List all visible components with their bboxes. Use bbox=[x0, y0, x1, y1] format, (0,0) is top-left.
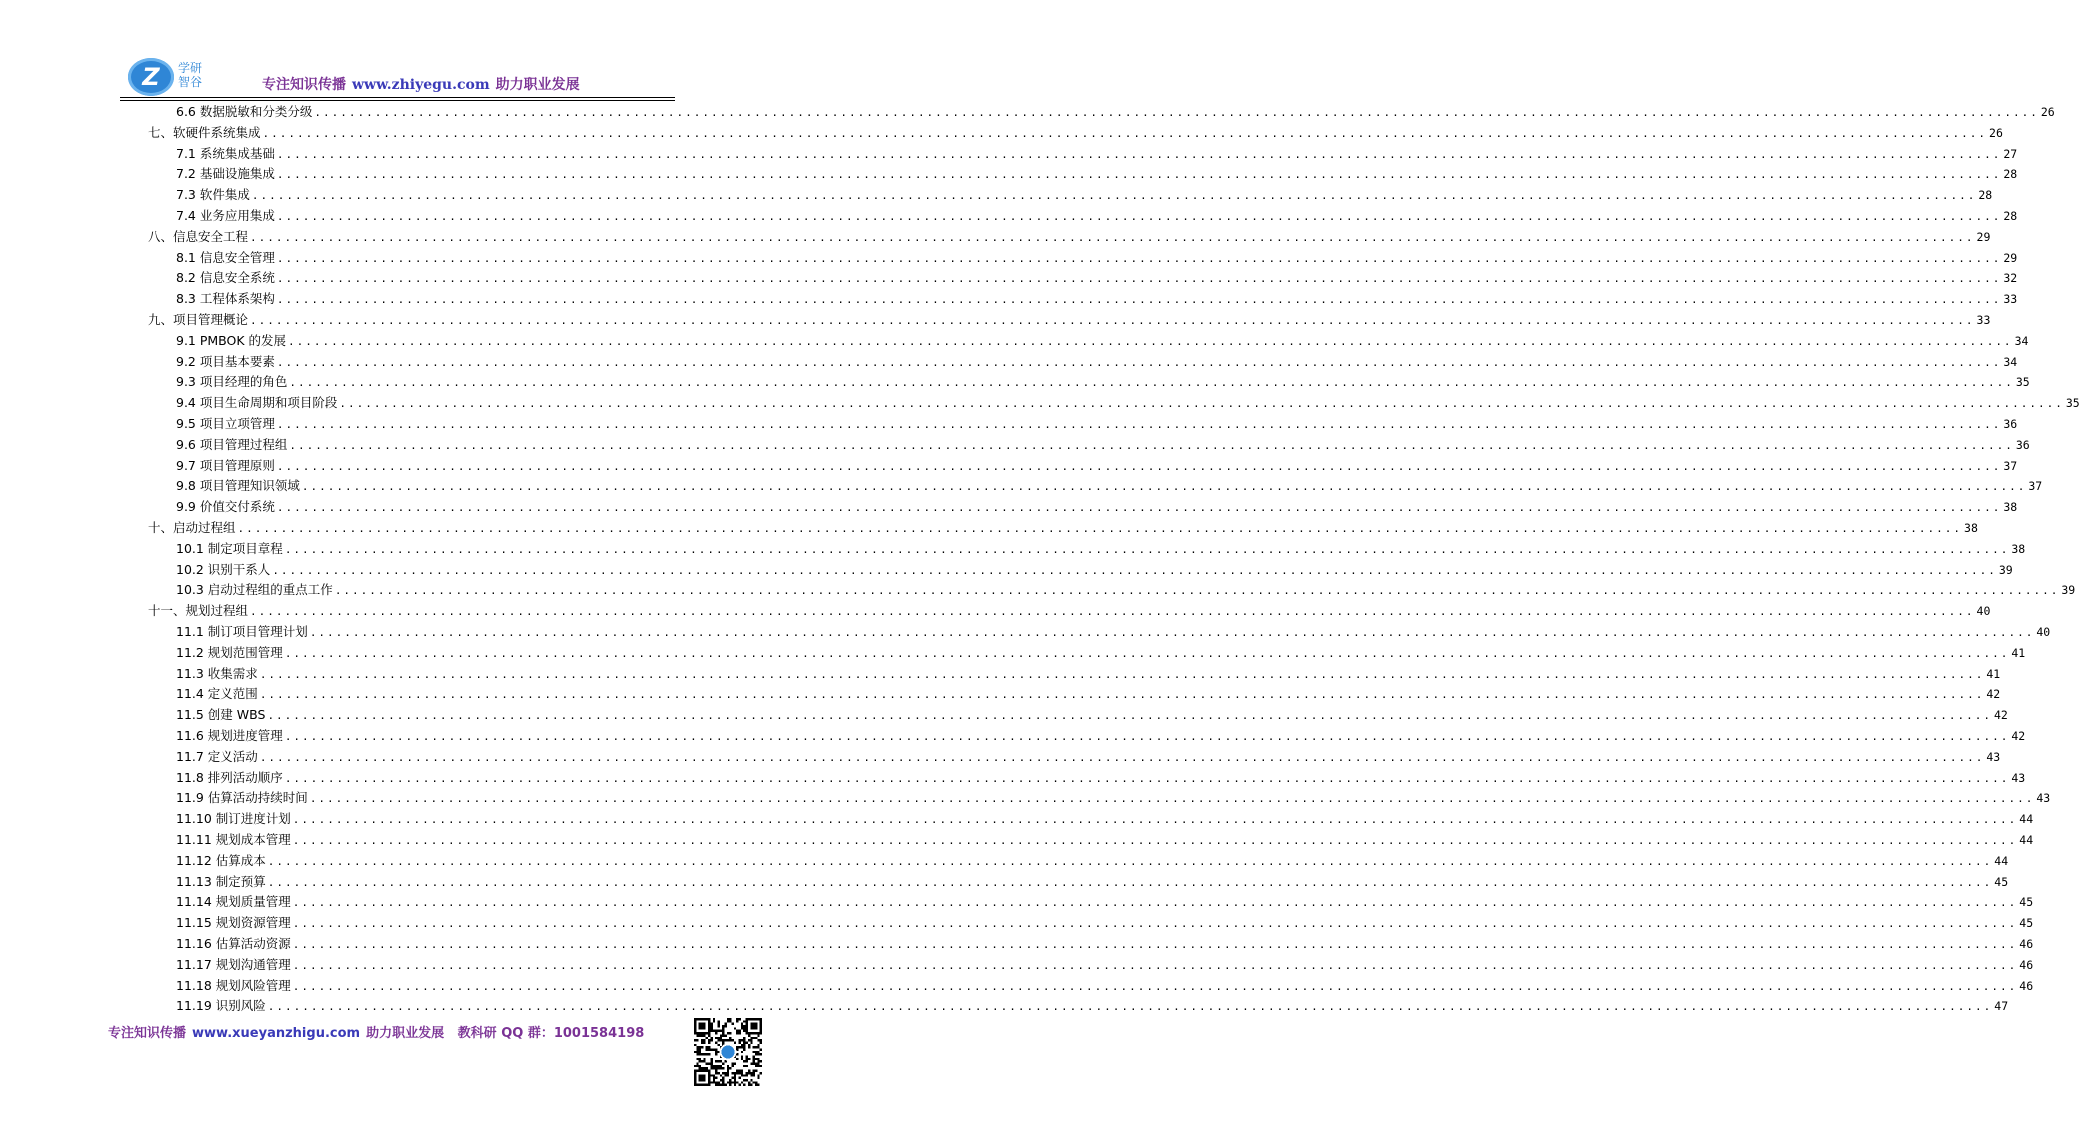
toc-leader-dots: ........................................................................................................................................................................................................ bbox=[259, 667, 1985, 681]
toc-entry[interactable] bbox=[176, 497, 2018, 517]
footer-slogan bbox=[108, 1022, 644, 1041]
toc-entry[interactable] bbox=[148, 601, 1991, 621]
toc-leader-dots: ........................................................................................................................................................................................................ bbox=[284, 730, 2010, 743]
toc-entry-title: 9.3 项目经理的角色 bbox=[176, 374, 288, 390]
toc-leader-dots: ........................................................................................................................................................................................................ bbox=[284, 771, 2010, 785]
footer-url[interactable]: www.xueyanzhigu.com bbox=[192, 1026, 361, 1041]
toc-leader-dots: ........................................................................................................................................................................................................ bbox=[276, 272, 2002, 286]
qr-code-icon bbox=[694, 1018, 762, 1086]
toc-entry-title: 9.6 项目管理过程组 bbox=[176, 436, 288, 452]
toc-entry[interactable] bbox=[176, 560, 2013, 580]
toc-entry-title: 11.13 制定预算 bbox=[176, 873, 266, 889]
toc-entry-title: 11.2 规划范围管理 bbox=[176, 644, 283, 660]
toc-entry-page: 34 bbox=[2003, 354, 2018, 369]
toc-entry-title: 11.4 定义范围 bbox=[176, 686, 258, 702]
toc-entry-page: 27 bbox=[2003, 146, 2018, 161]
toc-entry-page: 40 bbox=[1976, 604, 1991, 619]
toc-leader-dots: ........................................................................................................................................................................................................ bbox=[292, 958, 2018, 972]
toc-leader-dots: ........................................................................................................................................................................................................ bbox=[267, 709, 1992, 723]
toc-entry-title: 9.1 PMBOK 的发展 bbox=[176, 332, 287, 348]
toc-entry[interactable] bbox=[176, 331, 2029, 351]
toc-leader-dots: ........................................................................................................................................................................................................ bbox=[292, 896, 2018, 910]
toc-entry-page: 36 bbox=[2015, 437, 2030, 452]
toc-entry-page: 28 bbox=[1978, 188, 1993, 203]
toc-entry[interactable] bbox=[176, 352, 2018, 372]
toc-entry-page: 42 bbox=[1993, 708, 2008, 723]
toc-entry-page: 36 bbox=[2003, 417, 2018, 431]
toc-entry[interactable] bbox=[176, 872, 2009, 892]
footer-qq-group: 教科研 QQ 群：1001584198 bbox=[457, 1026, 645, 1041]
toc-entry-title: 11.18 规划风险管理 bbox=[176, 977, 291, 993]
toc-entry-page: 38 bbox=[2003, 500, 2018, 515]
toc-entry-title: 7.4 业务应用集成 bbox=[176, 208, 275, 223]
toc-entry[interactable] bbox=[176, 393, 2080, 413]
toc-entry-title: 9.2 项目基本要素 bbox=[176, 353, 275, 369]
toc-entry-page: 46 bbox=[2019, 978, 2034, 993]
toc-leader-dots: ........................................................................................................................................................................................................ bbox=[276, 168, 2002, 182]
toc-entry[interactable] bbox=[176, 892, 2034, 912]
toc-entry-page: 45 bbox=[1994, 874, 2009, 889]
toc-entry-title: 11.5 创建 WBS bbox=[176, 707, 266, 723]
toc-entry[interactable] bbox=[176, 747, 2001, 767]
toc-entry-title: 10.3 启动过程组的重点工作 bbox=[176, 582, 333, 598]
toc-entry-title: 七、软硬件系统集成 bbox=[148, 124, 261, 140]
toc-entry[interactable] bbox=[176, 934, 2034, 954]
toc-entry-page: 39 bbox=[1998, 562, 2013, 577]
toc-entry[interactable] bbox=[176, 809, 2034, 829]
toc-leader-dots: ........................................................................................................................................................................................................ bbox=[292, 834, 2018, 847]
toc-entry-title: 十、启动过程组 bbox=[148, 520, 236, 535]
footer-slogan-left: 专注知识传播 bbox=[108, 1026, 187, 1041]
toc-entry[interactable] bbox=[176, 913, 2034, 933]
toc-entry-title: 9.7 项目管理原则 bbox=[176, 457, 275, 473]
logo bbox=[128, 58, 220, 100]
page-header bbox=[0, 0, 793, 110]
toc-leader-dots: ........................................................................................................................................................................................................ bbox=[292, 917, 2018, 931]
toc-entry-page: 37 bbox=[2028, 479, 2043, 494]
toc-leader-dots: ........................................................................................................................................................................................................ bbox=[276, 147, 2002, 161]
toc-entry-page: 39 bbox=[2061, 583, 2076, 598]
toc-entry[interactable] bbox=[148, 227, 1991, 247]
toc-leader-dots: ........................................................................................................................................................................................................ bbox=[262, 126, 1988, 140]
toc-leader-dots: ........................................................................................................................................................................................................ bbox=[251, 189, 1977, 203]
toc-leader-dots: ........................................................................................................................................................................................................ bbox=[339, 397, 2064, 411]
toc-leader-dots: ........................................................................................................................................................................................................ bbox=[276, 418, 2002, 431]
header-slogan-left: 专注知识传播 bbox=[262, 77, 346, 93]
toc-entry[interactable] bbox=[176, 414, 2018, 434]
toc-entry-page: 29 bbox=[1976, 229, 1991, 244]
toc-entry[interactable] bbox=[176, 289, 2018, 309]
toc-entry-title: 11.1 制订项目管理计划 bbox=[176, 624, 308, 639]
toc-leader-dots: ........................................................................................................................................................................................................ bbox=[276, 459, 2002, 473]
toc-entry-title: 6.6 数据脱敏和分类分级 bbox=[176, 104, 313, 119]
toc-entry-title: 8.3 工程体系架构 bbox=[176, 291, 275, 307]
toc-entry[interactable] bbox=[176, 185, 1993, 205]
toc-leader-dots: ........................................................................................................................................................................................................ bbox=[267, 1000, 1993, 1014]
toc-entry[interactable] bbox=[176, 435, 2030, 455]
toc-leader-dots: ........................................................................................................................................................................................................ bbox=[276, 355, 2002, 369]
toc-entry[interactable] bbox=[148, 310, 1991, 330]
toc-leader-dots: ........................................................................................................................................................................................................ bbox=[276, 501, 2002, 515]
toc-entry-page: 33 bbox=[2003, 292, 2018, 307]
toc-leader-dots: ........................................................................................................................................................................................................ bbox=[250, 314, 1975, 327]
toc-entry[interactable] bbox=[176, 684, 2001, 704]
toc-entry-title: 八、信息安全工程 bbox=[148, 228, 249, 244]
header-rule-bottom bbox=[120, 100, 675, 101]
toc-entry-page: 35 bbox=[2015, 375, 2030, 390]
toc-entry-title: 8.2 信息安全系统 bbox=[176, 270, 275, 286]
toc-entry[interactable] bbox=[148, 123, 2003, 143]
toc-entry[interactable] bbox=[176, 768, 2026, 788]
toc-leader-dots: ........................................................................................................................................................................................................ bbox=[276, 293, 2002, 307]
toc-entry-page: 43 bbox=[1986, 749, 2001, 764]
toc-entry-title: 10.2 识别干系人 bbox=[176, 561, 271, 577]
toc-entry-title: 11.8 排列活动顺序 bbox=[176, 769, 283, 785]
toc-entry-title: 11.17 规划沟通管理 bbox=[176, 956, 291, 972]
toc-entry-page: 34 bbox=[2014, 333, 2029, 348]
toc-leader-dots: ........................................................................................................................................................................................................ bbox=[301, 480, 2027, 494]
toc-entry-title: 9.8 项目管理知识领域 bbox=[176, 478, 300, 494]
toc-entry-page: 42 bbox=[2011, 729, 2026, 743]
toc-entry[interactable] bbox=[176, 268, 2018, 288]
toc-entry-page: 47 bbox=[1994, 999, 2009, 1014]
toc-entry-page: 41 bbox=[1986, 666, 2001, 681]
logo-text-line1: 学研 bbox=[178, 61, 203, 75]
toc-leader-dots: ........................................................................................................................................................................................................ bbox=[289, 438, 2014, 452]
toc-entry[interactable] bbox=[176, 851, 2009, 871]
toc-entry[interactable] bbox=[176, 664, 2001, 684]
toc-entry-page: 35 bbox=[2065, 396, 2080, 411]
toc-leader-dots: ........................................................................................................................................................................................................ bbox=[334, 584, 2060, 598]
toc-entry[interactable] bbox=[176, 144, 2018, 164]
page-footer bbox=[0, 1010, 793, 1122]
toc-entry-page: 32 bbox=[2003, 271, 2018, 286]
toc-entry[interactable] bbox=[176, 705, 2008, 725]
toc-entry-page: 44 bbox=[1994, 853, 2009, 868]
toc-entry-page: 42 bbox=[1986, 687, 2001, 702]
toc-entry[interactable] bbox=[176, 788, 2051, 808]
toc-entry-page: 45 bbox=[2019, 895, 2034, 910]
toc-entry[interactable] bbox=[176, 539, 2026, 559]
toc-entry-page: 33 bbox=[1976, 313, 1991, 327]
toc-leader-dots: ........................................................................................................................................................................................................ bbox=[288, 334, 2013, 348]
toc-entry-page: 26 bbox=[1989, 125, 2003, 140]
toc-entry-title: 7.1 系统集成基础 bbox=[176, 145, 275, 161]
toc-entry[interactable] bbox=[176, 580, 2076, 600]
toc-entry-page: 45 bbox=[2019, 916, 2034, 931]
toc-entry[interactable] bbox=[176, 976, 2034, 996]
toc-leader-dots: ........................................................................................................................................................................................................ bbox=[259, 750, 1985, 764]
toc-entry-title: 九、项目管理概论 bbox=[148, 312, 249, 327]
toc-entry-page: 43 bbox=[2011, 770, 2026, 785]
toc-entry-title: 11.3 收集需求 bbox=[176, 665, 258, 681]
toc-entry-title: 11.19 识别风险 bbox=[176, 998, 266, 1014]
toc-leader-dots: ........................................................................................................................................................................................................ bbox=[276, 210, 2002, 223]
toc-entry-title: 11.7 定义活动 bbox=[176, 748, 258, 764]
toc-entry[interactable] bbox=[176, 622, 2051, 642]
toc-leader-dots: ........................................................................................................................................................................................................ bbox=[292, 813, 2018, 827]
toc-entry[interactable] bbox=[176, 206, 2018, 226]
toc-entry-title: 11.16 估算活动资源 bbox=[176, 936, 291, 951]
toc-entry-title: 11.6 规划进度管理 bbox=[176, 728, 283, 743]
toc-entry-page: 38 bbox=[2011, 541, 2026, 556]
toc-entry-title: 11.14 规划质量管理 bbox=[176, 894, 291, 910]
toc-entry-page: 29 bbox=[2003, 250, 2018, 265]
toc-leader-dots: ........................................................................................................................................................................................................ bbox=[250, 230, 1975, 244]
toc-entry-page: 46 bbox=[2019, 937, 2034, 951]
toc-leader-dots: ........................................................................................................................................................................................................ bbox=[250, 605, 1975, 619]
toc-leader-dots: ........................................................................................................................................................................................................ bbox=[309, 792, 2035, 806]
toc-leader-dots: ........................................................................................................................................................................................................ bbox=[259, 688, 1985, 702]
toc-entry-title: 11.12 估算成本 bbox=[176, 852, 266, 868]
toc-entry[interactable] bbox=[176, 643, 2026, 663]
header-slogan bbox=[262, 74, 580, 94]
toc-entry-title: 10.1 制定项目章程 bbox=[176, 540, 283, 556]
toc-entry-title: 11.9 估算活动持续时间 bbox=[176, 790, 308, 806]
toc-entry-page: 44 bbox=[2019, 812, 2034, 827]
toc-leader-dots: ........................................................................................................................................................................................................ bbox=[237, 522, 1963, 535]
toc-entry-title: 11.15 规划资源管理 bbox=[176, 915, 291, 931]
header-url[interactable]: www.zhiyegu.com bbox=[352, 77, 490, 93]
toc-entry-title: 9.9 价值交付系统 bbox=[176, 499, 275, 515]
toc-leader-dots: ........................................................................................................................................................................................................ bbox=[272, 563, 1997, 577]
toc-entry[interactable] bbox=[176, 164, 2018, 184]
toc-entry-page: 37 bbox=[2003, 458, 2018, 473]
toc-entry[interactable] bbox=[176, 248, 2018, 268]
toc-entry-page: 28 bbox=[2003, 167, 2018, 182]
toc-entry[interactable] bbox=[176, 830, 2034, 850]
toc-entry-page: 44 bbox=[2019, 833, 2034, 847]
toc-leader-dots: ........................................................................................................................................................................................................ bbox=[276, 251, 2002, 265]
toc-entry-title: 11.10 制订进度计划 bbox=[176, 811, 291, 827]
toc-entry-title: 7.2 基础设施集成 bbox=[176, 166, 275, 182]
logo-text-line2: 智谷 bbox=[178, 75, 203, 89]
toc-leader-dots: ........................................................................................................................................................................................................ bbox=[292, 938, 2018, 951]
toc-entry-title: 7.3 软件集成 bbox=[176, 187, 250, 203]
toc-entry-page: 26 bbox=[2040, 105, 2055, 119]
toc-leader-dots: ........................................................................................................................................................................................................ bbox=[267, 854, 1993, 868]
toc-leader-dots: ........................................................................................................................................................................................................ bbox=[267, 875, 1993, 889]
toc-entry-page: 43 bbox=[2036, 791, 2051, 806]
toc-entry[interactable] bbox=[176, 726, 2026, 746]
toc-entry[interactable] bbox=[176, 372, 2030, 392]
toc-entry[interactable] bbox=[176, 955, 2034, 975]
toc-leader-dots: ........................................................................................................................................................................................................ bbox=[289, 376, 2014, 390]
toc-entry-title: 9.4 项目生命周期和项目阶段 bbox=[176, 395, 338, 411]
toc-leader-dots: ........................................................................................................................................................................................................ bbox=[309, 626, 2035, 639]
toc-entry-title: 11.11 规划成本管理 bbox=[176, 832, 291, 847]
toc-entry-page: 40 bbox=[2036, 625, 2051, 639]
toc-entry[interactable] bbox=[176, 476, 2043, 496]
toc-leader-dots: ........................................................................................................................................................................................................ bbox=[284, 646, 2010, 660]
toc-entry[interactable] bbox=[176, 102, 2055, 122]
toc-entry-title: 8.1 信息安全管理 bbox=[176, 249, 275, 265]
toc-entry[interactable] bbox=[176, 456, 2018, 476]
toc-entry-page: 41 bbox=[2011, 645, 2026, 660]
toc-leader-dots: ........................................................................................................................................................................................................ bbox=[292, 979, 2018, 993]
header-slogan-right: 助力职业发展 bbox=[495, 77, 580, 93]
toc-entry-title: 9.5 项目立项管理 bbox=[176, 416, 275, 431]
toc-leader-dots: ........................................................................................................................................................................................................ bbox=[284, 542, 2010, 556]
toc-entry-page: 38 bbox=[1964, 521, 1978, 535]
header-rule-top bbox=[120, 97, 675, 98]
toc-entry-title: 十一、规划过程组 bbox=[148, 603, 249, 619]
toc-entry-page: 46 bbox=[2019, 957, 2034, 972]
toc-entry-page: 28 bbox=[2003, 209, 2018, 223]
toc-entry[interactable] bbox=[148, 518, 1978, 538]
toc-leader-dots: ........................................................................................................................................................................................................ bbox=[314, 106, 2039, 119]
logo-mark: Z bbox=[142, 63, 160, 91]
footer-slogan-right: 助力职业发展 bbox=[366, 1026, 445, 1041]
